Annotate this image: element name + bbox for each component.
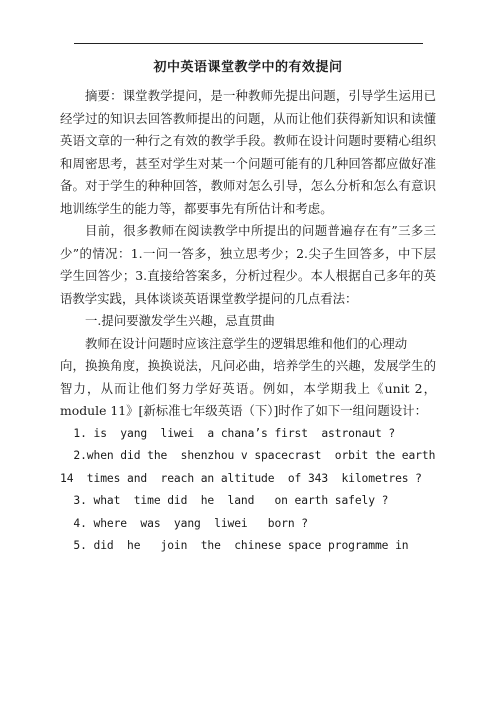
question-item-5: 5. did he join the chinese space programme in bbox=[60, 539, 409, 552]
section-heading-1: 一.提问要激发学生兴趣，忌直贯曲 bbox=[85, 313, 275, 328]
header-rule bbox=[74, 43, 423, 44]
question-item-2-line1: 2.when did the shenzhou v spacecrast orbit the earth bbox=[60, 449, 436, 462]
question-item-4: 4. where was yang liwei born ? bbox=[60, 516, 308, 530]
document-title: 初中英语课堂教学中的有效提问 bbox=[153, 60, 343, 75]
question-item-3: 3. what time did he land on earth safely ? bbox=[60, 494, 389, 507]
paragraph-current-situation: 目前，很多教师在阅读教学中所提出的问题普遍存在有”三多三少”的情况：1.一问一答多，独立思考少；2.尖子生回答多，中下层学生回答少；3.直接给答案多，分析过程少。本人根据自己多年的英语教学实践，具体谈谈英语课堂教学提问的几点看法： bbox=[60, 223, 436, 306]
document-body bbox=[60, 60, 436, 558]
paragraph-question-design-line1: 教师在设计问题时应该注意学生的逻辑思维和他们的心理动 bbox=[85, 335, 408, 351]
question-item-1: 1. is yang liwei a chana’s first astronaut ? bbox=[60, 426, 396, 440]
paragraph-question-design: 向，换换角度，换换说法，凡问必曲，培养学生的兴趣，发展学生的智力，从而让他们努力学好英语。例如，本学期我上《unit 2，module 11》[新标准七年级英语（下）]时作了如下一组问题设计： bbox=[60, 358, 436, 418]
question-item-2-line2: 14 times and reach an altitude of 343 kilometres ? bbox=[60, 471, 422, 485]
abstract-paragraph: 摘要：课堂教学提问，是一种教师先提出问题，引导学生运用已经学过的知识去回答教师提出的问题，从而让他们获得新知识和读懂英语文章的一种行之有效的教学手段。教师在设计问题时要精心组织和周密思考，甚至对学生对某一个问题可能有的几种回答都应做好准备。对于学生的种种回答，教师对怎么引导，怎么分析和怎么有意识地训练学生的能力等，都要事先有所估计和考虑。 bbox=[60, 88, 436, 216]
